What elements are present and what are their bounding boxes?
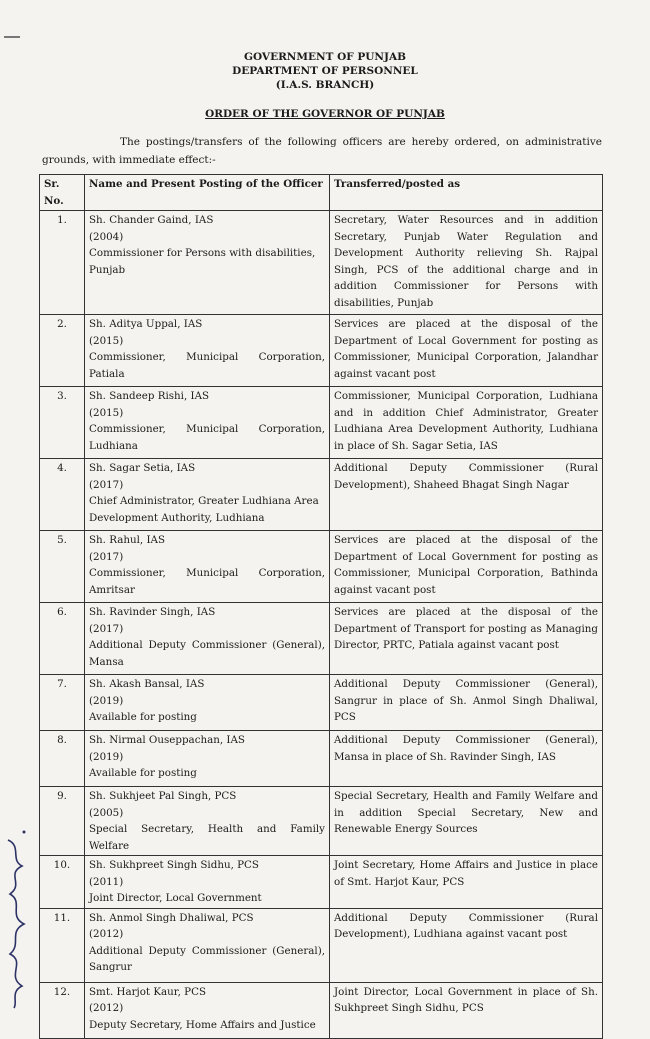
sr-no: 12. (53, 985, 71, 998)
transfer-cell (330, 908, 603, 982)
transferred-as: Joint Director, Local Government in place of Sh. Sukhpreet Singh Sidhu, PCS (334, 985, 598, 1014)
present-posting: Commissioner for Persons with disabilities, Punjab (89, 247, 316, 276)
transferred-as: Additional Deputy Commissioner (General), Sangrur in place of Sh. Anmol Singh Dhaliwal, PCS (334, 678, 598, 723)
officer-name: Sh. Anmol Singh Dhaliwal, PCS (89, 911, 254, 924)
sr-no: 5. (57, 534, 67, 546)
officer-batch: (2015) (89, 334, 124, 347)
transfer-cell (330, 731, 603, 787)
present-posting: Deputy Secretary, Home Affairs and Justice (89, 1018, 316, 1031)
transferred-as: Services are placed at the disposal of the Department of Local Government for posting as Commissioner, Municipal Corporation, Bathinda against vacant post (334, 534, 598, 596)
officer-name: Sh. Rahul, IAS (89, 534, 166, 546)
transferred-as: Additional Deputy Commissioner (Rural Development), Ludhiana against vacant post (334, 911, 598, 940)
officer-name: Sh. Nirmal Ouseppachan, IAS (89, 734, 245, 746)
officer-name: Sh. Aditya Uppal, IAS (89, 318, 203, 330)
sr-no-cell (40, 387, 85, 459)
postings-table (39, 174, 603, 1039)
table-header-row (40, 175, 603, 211)
present-posting: Available for posting (89, 767, 197, 779)
present-posting: Commissioner, Municipal Corporation, Patiala (89, 351, 325, 380)
table-row (40, 603, 603, 675)
header-sr-no: Sr. No. (40, 175, 85, 211)
sr-no-cell (40, 787, 85, 856)
handwritten-signature (2, 820, 32, 1010)
officer-name: Smt. Harjot Kaur, PCS (89, 985, 207, 998)
officer-cell (85, 387, 330, 459)
intro-paragraph: The postings/transfers of the following officers are hereby ordered, on administrative grounds, with immediate effect:- (42, 136, 602, 166)
present-posting: Additional Deputy Commissioner (General), Sangrur (89, 944, 325, 973)
header-government: GOVERNMENT OF PUNJAB (244, 51, 406, 63)
transferred-as: Services are placed at the disposal of the Department of Transport for posting as Managing Director, PRTC, Patiala against vacant post (334, 606, 598, 651)
sr-no: 11. (53, 911, 71, 924)
table-row (40, 387, 603, 459)
officer-cell (85, 211, 330, 315)
transfer-cell (330, 459, 603, 531)
officer-name: Sh. Chander Gaind, IAS (89, 214, 214, 226)
table-row (40, 982, 603, 1038)
present-posting: Joint Director, Local Government (89, 892, 262, 904)
table-row (40, 675, 603, 731)
officer-cell (85, 982, 330, 1038)
transfer-cell (330, 387, 603, 459)
header-department: DEPARTMENT OF PERSONNEL (232, 65, 418, 77)
transfer-cell (330, 787, 603, 856)
table-row (40, 856, 603, 909)
transferred-as: Commissioner, Municipal Corporation, Ludhiana and in addition Chief Administrator, Greater Ludhiana Area Development Authority, Ludhiana in place of Sh. Sagar Setia, IAS (334, 390, 598, 452)
table-row (40, 211, 603, 315)
sr-no: 7. (57, 678, 67, 690)
officer-cell (85, 856, 330, 909)
officer-batch: (2017) (89, 478, 124, 491)
officer-name: Sh. Akash Bansal, IAS (89, 678, 205, 690)
present-posting: Commissioner, Municipal Corporation, Amritsar (89, 567, 325, 596)
sr-no-cell (40, 531, 85, 603)
officer-cell (85, 731, 330, 787)
table-row (40, 459, 603, 531)
sr-no: 2. (57, 318, 67, 330)
sr-no-cell (40, 731, 85, 787)
sr-no-cell (40, 211, 85, 315)
transfer-cell (330, 211, 603, 315)
header-name-posting: Name and Present Posting of the Officer (85, 175, 330, 211)
officer-batch: (2004) (89, 230, 124, 243)
present-posting: Commissioner, Municipal Corporation, Ludhiana (89, 423, 325, 452)
present-posting: Chief Administrator, Greater Ludhiana Area Development Authority, Ludhiana (89, 495, 319, 524)
officer-cell (85, 603, 330, 675)
sr-no: 4. (57, 462, 67, 474)
transferred-as: Additional Deputy Commissioner (Rural Development), Shaheed Bhagat Singh Nagar (334, 462, 598, 491)
order-title: ORDER OF THE GOVERNOR OF PUNJAB (205, 108, 445, 120)
officer-batch: (2019) (89, 750, 124, 763)
sr-no-cell (40, 856, 85, 909)
officer-batch: (2011) (89, 875, 124, 888)
transfer-cell (330, 982, 603, 1038)
header-transferred-as: Transferred/posted as (330, 175, 603, 211)
transferred-as: Special Secretary, Health and Family Welfare and in addition Special Secretary, New and Renewable Energy Sources (334, 790, 598, 835)
sr-no-cell (40, 459, 85, 531)
officer-cell (85, 908, 330, 982)
officer-cell (85, 315, 330, 387)
present-posting: Special Secretary, Health and Family Welfare (89, 823, 325, 852)
header-branch: (I.A.S. BRANCH) (275, 79, 375, 91)
table-row (40, 908, 603, 982)
sr-no-cell (40, 982, 85, 1038)
officer-cell (85, 531, 330, 603)
document-header (0, 50, 650, 92)
officer-name: Sh. Ravinder Singh, IAS (89, 606, 216, 618)
transfer-cell (330, 856, 603, 909)
sr-no: 10. (53, 859, 71, 871)
table-row (40, 531, 603, 603)
sr-no: 8. (57, 734, 67, 746)
sr-no-cell (40, 675, 85, 731)
officer-name: Sh. Sandeep Rishi, IAS (89, 390, 210, 402)
present-posting: Additional Deputy Commissioner (General), Mansa (89, 639, 325, 668)
sr-no: 1. (57, 214, 67, 226)
officer-batch: (2017) (89, 550, 124, 563)
transferred-as: Additional Deputy Commissioner (General), Mansa in place of Sh. Ravinder Singh, IAS (334, 734, 598, 763)
officer-batch: (2012) (89, 1002, 124, 1014)
sr-no-cell (40, 315, 85, 387)
table-row (40, 315, 603, 387)
table-row (40, 731, 603, 787)
officer-cell (85, 787, 330, 856)
officer-batch: (2012) (89, 928, 124, 940)
present-posting: Available for posting (89, 711, 197, 723)
sr-no: 6. (57, 606, 67, 618)
transfer-cell (330, 603, 603, 675)
transfer-cell (330, 675, 603, 731)
officer-name: Sh. Sagar Setia, IAS (89, 462, 196, 474)
transferred-as: Joint Secretary, Home Affairs and Justice in place of Smt. Harjot Kaur, PCS (334, 859, 598, 888)
officer-cell (85, 459, 330, 531)
officer-batch: (2015) (89, 406, 124, 419)
officer-batch: (2019) (89, 694, 124, 707)
table-row (40, 787, 603, 856)
scan-mark (4, 36, 20, 38)
officer-batch: (2005) (89, 806, 124, 819)
officer-batch: (2017) (89, 622, 124, 635)
transfer-cell (330, 531, 603, 603)
transfer-cell (330, 315, 603, 387)
officer-cell (85, 675, 330, 731)
sr-no: 9. (57, 790, 67, 802)
transferred-as: Services are placed at the disposal of the Department of Local Government for posting as Commissioner, Municipal Corporation, Jalandhar against vacant post (334, 318, 598, 380)
sr-no: 3. (57, 390, 67, 402)
officer-name: Sh. Sukhjeet Pal Singh, PCS (89, 790, 237, 802)
transferred-as: Secretary, Water Resources and in addition Secretary, Punjab Water Regulation and Development Authority relieving Sh. Rajpal Singh, PCS of the additional charge and in addition Commissioner for Persons with disabilities, Punjab (334, 214, 598, 309)
officer-name: Sh. Sukhpreet Singh Sidhu, PCS (89, 859, 259, 871)
sr-no-cell (40, 603, 85, 675)
sr-no-cell (40, 908, 85, 982)
